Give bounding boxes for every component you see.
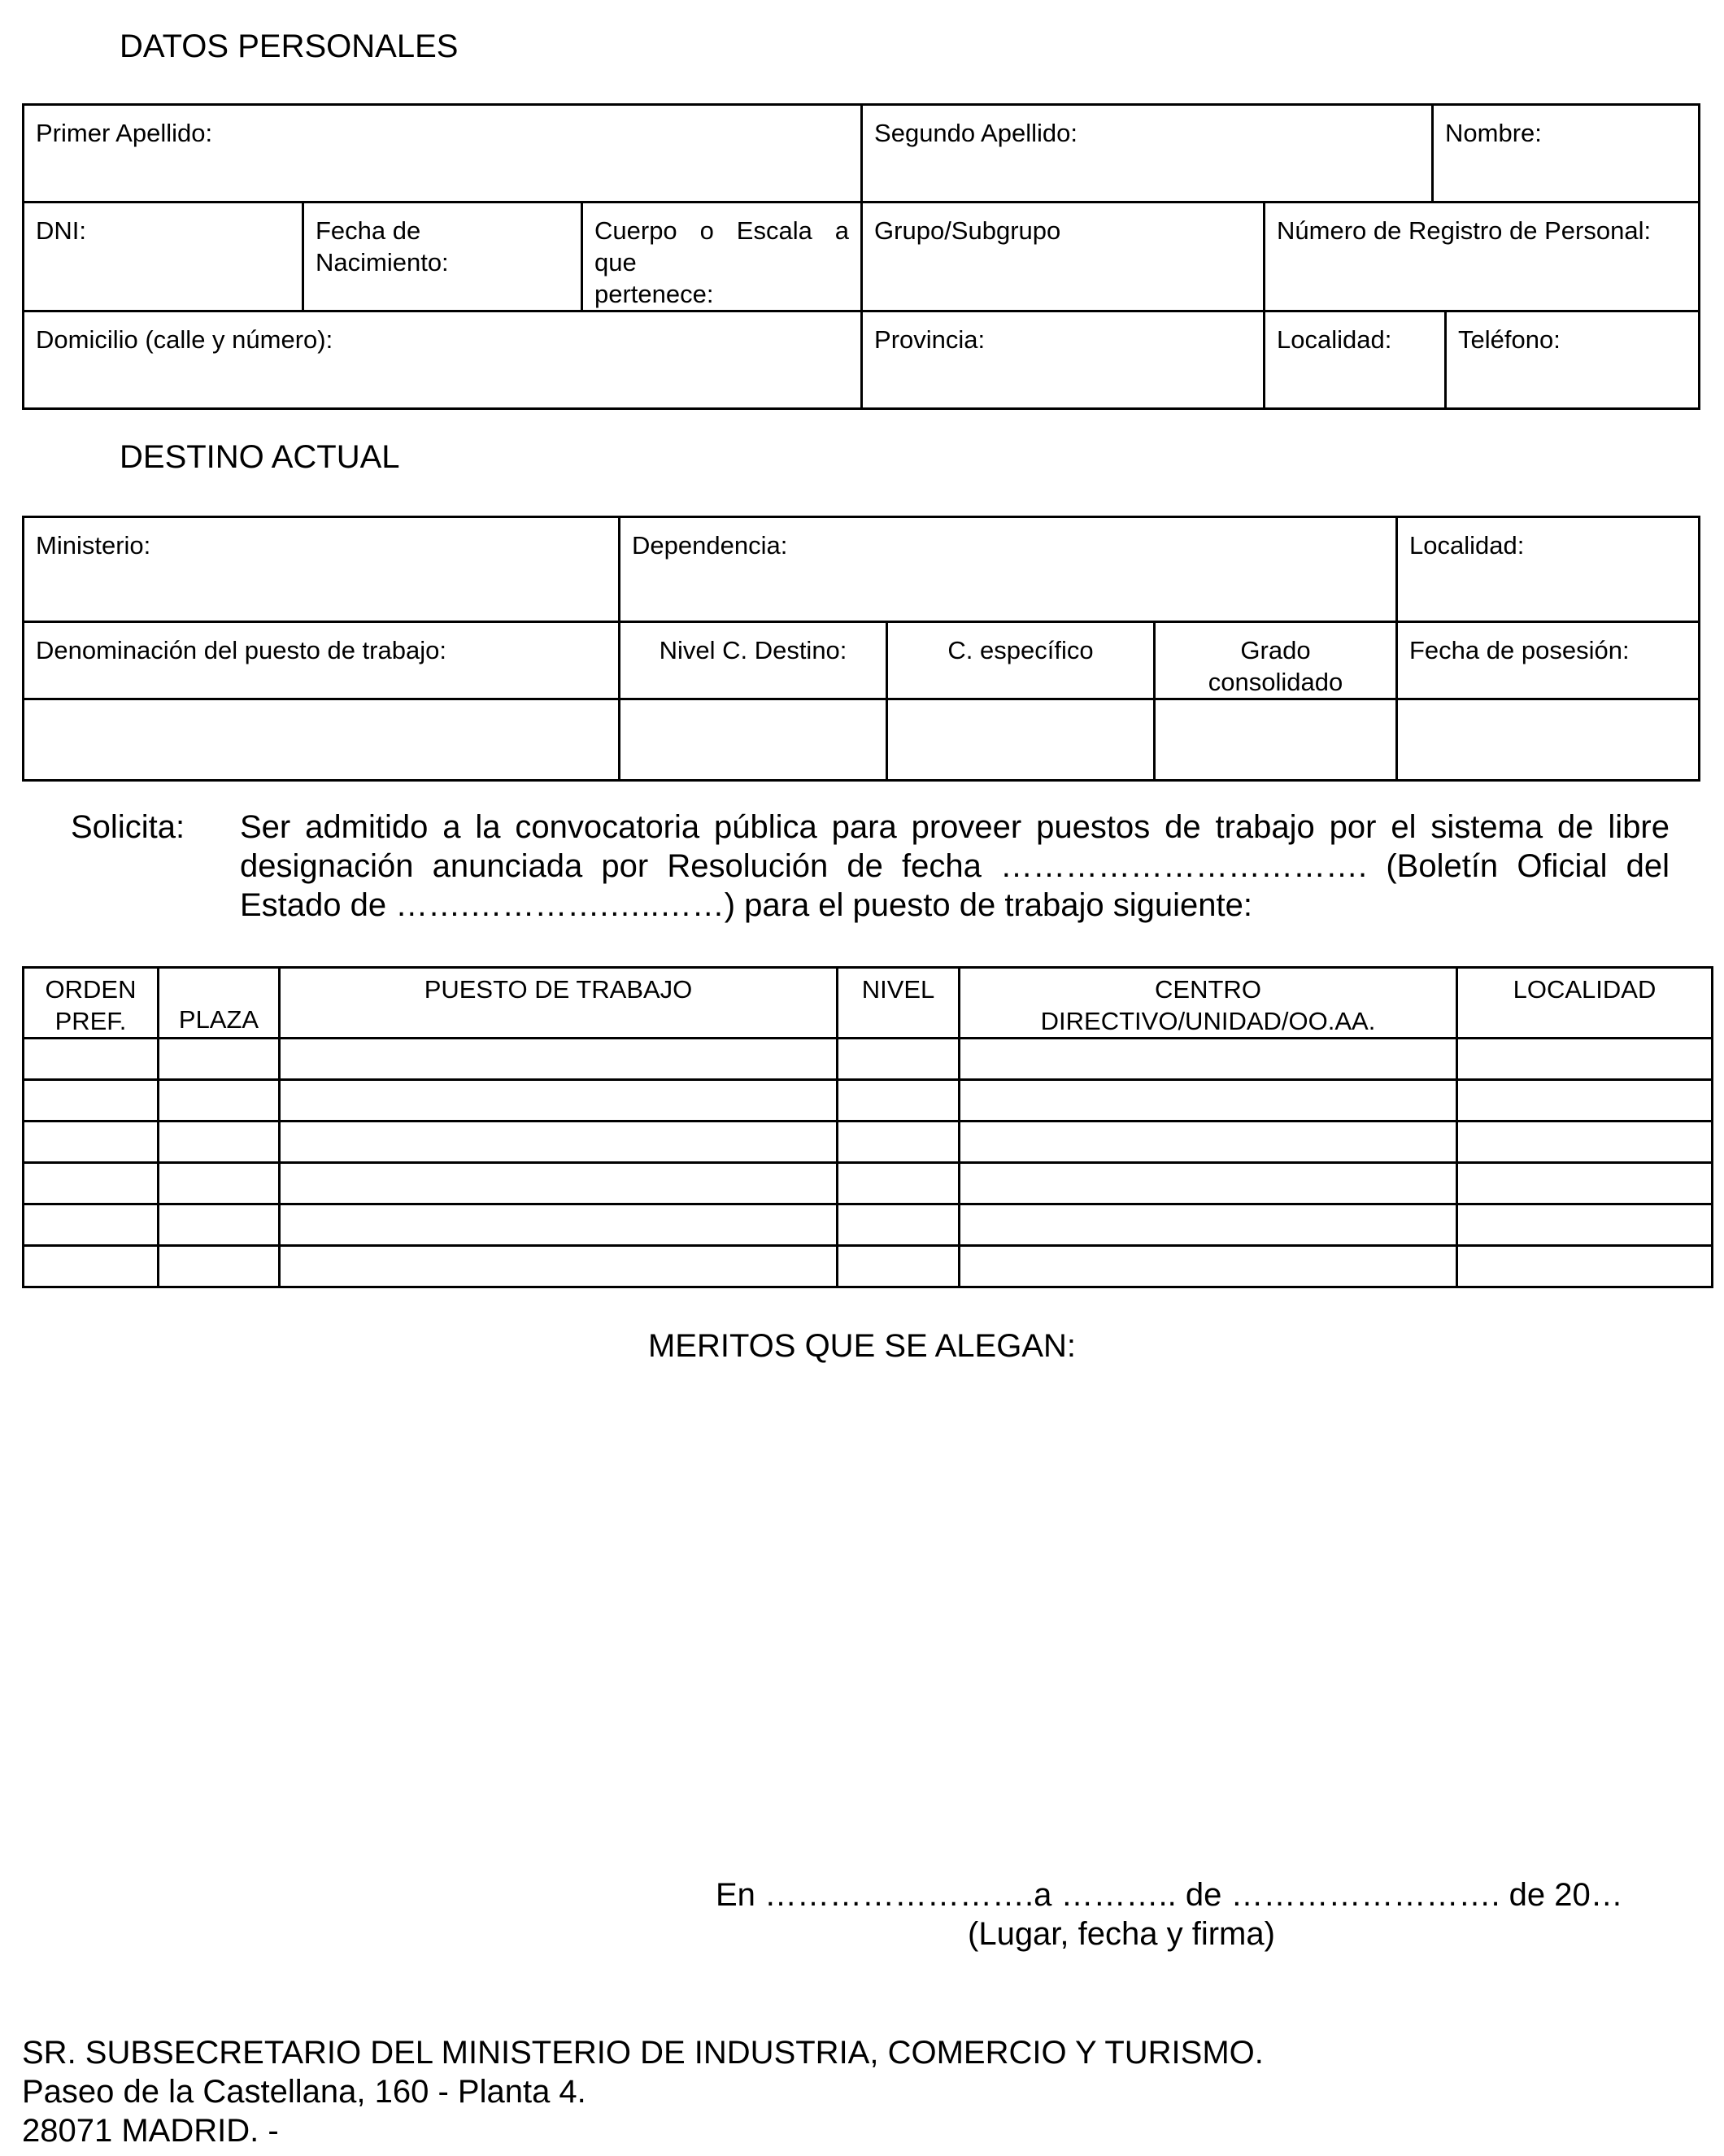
domicilio-field[interactable] [24,311,862,409]
registro-personal-label: Número de Registro de Personal: [1277,216,1652,245]
puesto-trabajo-cell[interactable] [280,1080,838,1122]
plazas-table [22,966,1713,1288]
orden-pref-cell[interactable] [24,1122,159,1163]
segundo-apellido-field[interactable] [862,105,1433,203]
puesto-trabajo-cell[interactable] [280,1039,838,1080]
solicita-text: Ser admitido a la convocatoria pública para proveer puestos de trabajo por el sistema de libre designación anunciada por Resolución de fecha ……………………………. (Boletín Oficial del Estado de …….………….…..……) para el puesto de trabajo siguiente: [240,809,1670,923]
orden-pref-cell[interactable] [24,1080,159,1122]
dni-label: DNI: [36,216,86,245]
primer-apellido-field[interactable] [24,105,862,203]
col-centro-label-line1: CENTRO [1155,975,1261,1004]
complemento-especifico-input[interactable] [887,699,1155,781]
puesto-trabajo-cell[interactable] [280,1204,838,1246]
nombre-field[interactable] [1433,105,1700,203]
orden-pref-cell[interactable] [24,1246,159,1287]
address-line-2: Paseo de la Castellana, 160 - Planta 4. [22,2074,586,2110]
recipient-address [22,2033,1264,2150]
grado-consolidado-label-line1: Grado [1240,636,1311,664]
localidad-label: Localidad: [1277,325,1392,354]
table-row [24,1163,1713,1204]
puesto-trabajo-cell[interactable] [280,1163,838,1204]
nivel-destino-label: Nivel C. Destino: [659,636,847,664]
fecha-nacimiento-label-line1: Fecha de [316,216,421,245]
nivel-cell[interactable] [838,1246,960,1287]
centro-directivo-cell[interactable] [960,1163,1457,1204]
centro-directivo-cell[interactable] [960,1080,1457,1122]
datos-personales-table [22,103,1700,410]
cuerpo-escala-field[interactable] [582,203,862,311]
table-row [24,1204,1713,1246]
nivel-cell[interactable] [838,1204,960,1246]
localidad-cell[interactable] [1457,1246,1713,1287]
nivel-destino-cell [620,622,887,699]
denominacion-puesto-input[interactable] [24,699,620,781]
nivel-cell[interactable] [838,1122,960,1163]
grado-consolidado-label-line2: consolidado [1208,668,1343,696]
nivel-cell[interactable] [838,1080,960,1122]
meritos-title: MERITOS QUE SE ALEGAN: [647,1328,1077,1364]
centro-directivo-cell[interactable] [960,1122,1457,1163]
localidad-cell[interactable] [1457,1080,1713,1122]
col-orden-pref [24,968,159,1039]
fecha-posesion-input[interactable] [1397,699,1700,781]
cuerpo-escala-label-line1: Cuerpo o Escala a que [594,216,850,277]
col-localidad [1457,968,1713,1039]
plaza-cell[interactable] [159,1246,280,1287]
puesto-trabajo-cell[interactable] [280,1122,838,1163]
section-title-destino-actual: DESTINO ACTUAL [120,439,400,475]
plaza-cell[interactable] [159,1039,280,1080]
plaza-cell[interactable] [159,1080,280,1122]
col-puesto-trabajo [280,968,838,1039]
destino-localidad-label: Localidad: [1409,531,1525,560]
fecha-posesion-cell [1397,622,1700,699]
col-centro-directivo [960,968,1457,1039]
telefono-label: Teléfono: [1458,325,1561,354]
centro-directivo-cell[interactable] [960,1039,1457,1080]
col-orden-label-line1: ORDEN [45,975,137,1004]
localidad-cell[interactable] [1457,1122,1713,1163]
plaza-cell[interactable] [159,1204,280,1246]
table-row [24,1122,1713,1163]
localidad-cell[interactable] [1457,1204,1713,1246]
col-centro-label-line2: DIRECTIVO/UNIDAD/OO.AA. [1040,1007,1376,1035]
table-row [24,1246,1713,1287]
grado-consolidado-input[interactable] [1155,699,1397,781]
domicilio-label: Domicilio (calle y número): [36,325,333,354]
destino-actual-table [22,516,1700,782]
dependencia-field[interactable] [620,517,1397,622]
address-line-1: SR. SUBSECRETARIO DEL MINISTERIO DE INDUSTRIA, COMERCIO Y TURISMO. [22,2035,1264,2071]
lugar-fecha-firma-caption: (Lugar, fecha y firma) [968,1916,1275,1952]
centro-directivo-cell[interactable] [960,1246,1457,1287]
localidad-cell[interactable] [1457,1039,1713,1080]
denominacion-puesto-label: Denominación del puesto de trabajo: [36,636,446,664]
nivel-destino-input[interactable] [620,699,887,781]
nombre-label: Nombre: [1445,119,1542,147]
provincia-label: Provincia: [874,325,986,354]
fecha-nacimiento-label-line2: Nacimiento: [316,248,449,277]
grupo-subgrupo-label: Grupo/Subgrupo [874,216,1061,245]
col-nivel-label: NIVEL [861,975,935,1004]
destino-localidad-field[interactable] [1397,517,1700,622]
grado-consolidado-cell [1155,622,1397,699]
col-plaza [159,968,280,1039]
nivel-cell[interactable] [838,1163,960,1204]
registro-personal-field[interactable] [1265,203,1700,311]
plaza-cell[interactable] [159,1163,280,1204]
orden-pref-cell[interactable] [24,1039,159,1080]
puesto-trabajo-cell[interactable] [280,1246,838,1287]
complemento-especifico-cell [887,622,1155,699]
denominacion-puesto-cell [24,622,620,699]
orden-pref-cell[interactable] [24,1204,159,1246]
plazas-table-body [24,1039,1713,1287]
nivel-cell[interactable] [838,1039,960,1080]
solicita-label: Solicita: [71,809,185,845]
dni-field[interactable] [24,203,303,311]
table-row [24,1039,1713,1080]
grupo-subgrupo-field[interactable] [862,203,1265,311]
lugar-fecha-line: En …………………….a ……….. de ……………………. de 20… [716,1877,1623,1913]
address-line-3: 28071 MADRID. - [22,2113,279,2149]
complemento-especifico-label: C. específico [947,636,1094,664]
cuerpo-escala-label-line2: pertenece: [594,280,714,308]
section-title-datos-personales: DATOS PERSONALES [120,28,459,64]
fecha-posesion-label: Fecha de posesión: [1409,636,1630,664]
orden-pref-cell[interactable] [24,1163,159,1204]
localidad-field[interactable] [1265,311,1446,409]
table-row [24,1080,1713,1122]
centro-directivo-cell[interactable] [960,1204,1457,1246]
dependencia-label: Dependencia: [632,531,788,560]
provincia-field[interactable] [862,311,1265,409]
localidad-cell[interactable] [1457,1163,1713,1204]
col-plaza-label: PLAZA [178,1005,259,1034]
plaza-cell[interactable] [159,1122,280,1163]
segundo-apellido-label: Segundo Apellido: [874,119,1078,147]
fecha-nacimiento-field[interactable] [303,203,582,311]
ministerio-field[interactable] [24,517,620,622]
col-localidad-label: LOCALIDAD [1513,975,1657,1004]
ministerio-label: Ministerio: [36,531,151,560]
col-puesto-label: PUESTO DE TRABAJO [424,975,693,1004]
col-nivel [838,968,960,1039]
primer-apellido-label: Primer Apellido: [36,119,213,147]
col-orden-label-line2: PREF. [54,1007,127,1035]
telefono-field[interactable] [1446,311,1700,409]
